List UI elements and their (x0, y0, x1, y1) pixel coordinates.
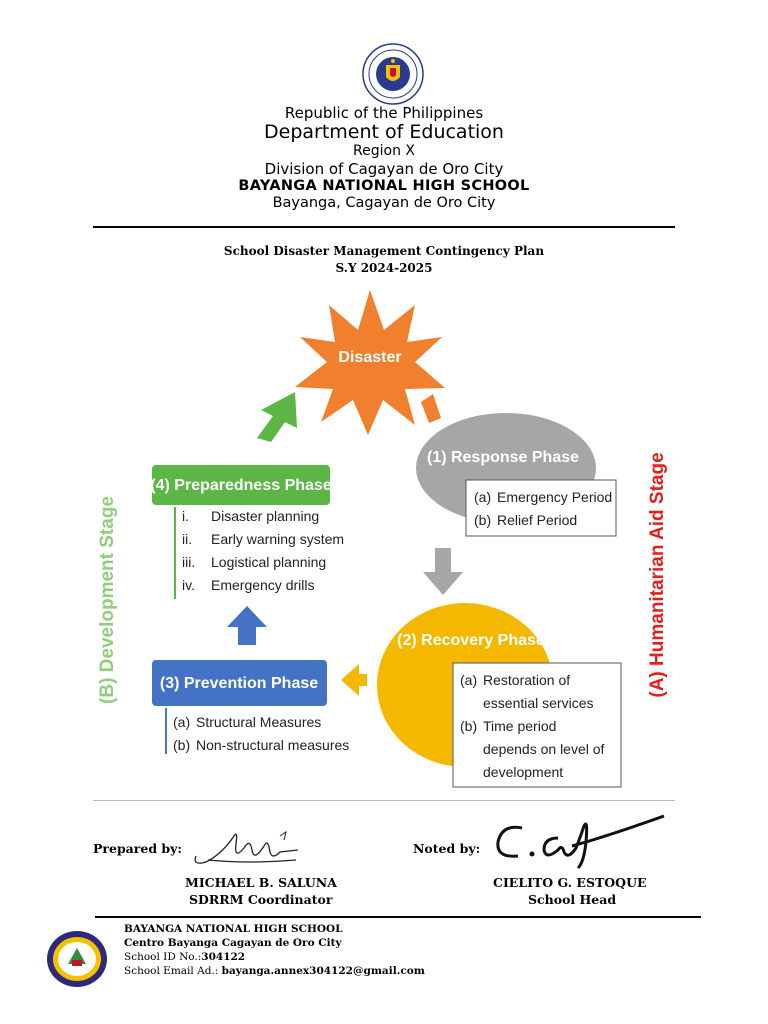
svg-text:i. Disaster planning i (182, 508, 348, 593)
noted-by-label: Noted by: (413, 841, 481, 856)
recovery-item-b-marker: (b) (460, 718, 478, 734)
svg-text:(a) Structural Measures (173, 714, 349, 753)
response-phase-title: (1) Response Phase (426, 449, 580, 466)
response-item-b-text: Relief Period (497, 512, 578, 528)
prevention-phase-title: (3) Prevention Phase (159, 675, 319, 692)
prevention-item-a-text: Structural Measures (196, 714, 322, 730)
response-item-a-text: Emergency Period (497, 489, 613, 505)
header-divider (93, 226, 675, 228)
footer-school-address: Centro Bayanga Cagayan de Oro City (124, 937, 342, 949)
footer-divider (95, 916, 701, 918)
noted-by-role: School Head (528, 892, 617, 907)
noted-by-signature (488, 812, 668, 872)
response-item-a-marker: (a) (474, 489, 492, 505)
recovery-item-b-line-3: development (483, 764, 564, 780)
recovery-item-a-marker: (a) (460, 672, 478, 688)
preparedness-phase-title: (4) Preparedness Phase (150, 477, 332, 494)
preparedness-item-4-marker: iv. (182, 577, 195, 593)
recovery-to-prevention-arrow (341, 664, 367, 696)
recovery-phase-title: (2) Recovery Phase (397, 632, 545, 649)
preparedness-item-1-text: Disaster planning (211, 508, 320, 524)
preparedness-item-3-marker: iii. (182, 554, 196, 570)
deped-seal-logo (362, 43, 424, 105)
school-year: S.Y 2024-2025 (335, 261, 433, 275)
republic-line: Republic of the Philippines (284, 104, 484, 122)
footer-school-name: BAYANGA NATIONAL HIGH SCHOOL (124, 923, 343, 935)
prepared-by-signature (188, 826, 303, 871)
region-line: Region X (353, 143, 415, 159)
response-item-b-marker: (b) (474, 512, 492, 528)
preparedness-phase-accent (174, 507, 176, 599)
noted-by-name: CIELITO G. ESTOQUE (493, 875, 647, 890)
school-address: Bayanga, Cagayan de Oro City (272, 195, 496, 211)
school-id-value: 304122 (201, 951, 246, 963)
disaster-management-cycle-diagram (85, 290, 695, 800)
prepared-by-name: MICHAEL B. SALUNA (185, 875, 337, 890)
school-name: BAYANGA NATIONAL HIGH SCHOOL (238, 178, 530, 194)
school-email-value: bayanga.annex304122@gmail.com (221, 965, 425, 977)
humanitarian-aid-stage-label: (A) Humanitarian Aid Stage (647, 452, 668, 698)
recovery-item-a-line-1: Restoration of (483, 672, 571, 688)
preparedness-item-2-marker: ii. (182, 531, 193, 547)
recovery-item-b-line-1: Time period (483, 718, 557, 734)
recovery-item-a-line-2: essential services (483, 695, 594, 711)
footer-school-email (124, 965, 425, 977)
prevention-to-preparedness-arrow (227, 606, 267, 645)
response-to-recovery-arrow (423, 548, 463, 595)
document-title: School Disaster Management Contingency Plan (223, 244, 545, 258)
footer-school-id (124, 951, 245, 963)
prevention-phase-accent (165, 708, 167, 754)
department-name: Department of Education (264, 121, 504, 143)
school-id-label: School ID No.: (124, 951, 202, 963)
prepared-by-role: SDRRM Coordinator (189, 892, 333, 907)
school-logo (46, 930, 108, 988)
division-line: Division of Cagayan de Oro City (264, 160, 504, 178)
preparedness-item-4-text: Emergency drills (211, 577, 315, 593)
disaster-to-response-arrow (421, 394, 441, 423)
disaster-label: Disaster (338, 349, 402, 366)
prevention-item-b-text: Non-structural measures (196, 737, 350, 753)
preparedness-item-1-marker: i. (182, 508, 189, 524)
recovery-item-b-line-2: depends on level of (483, 741, 605, 757)
preparedness-item-3-text: Logistical planning (211, 554, 327, 570)
school-email-label: School Email Ad.: (124, 965, 222, 977)
prepared-by-label: Prepared by: (93, 841, 183, 856)
preparedness-item-2-text: Early warning system (211, 531, 345, 547)
prevention-item-b-marker: (b) (173, 737, 191, 753)
preparedness-to-disaster-arrow (257, 392, 297, 442)
signature-divider (93, 800, 675, 801)
prevention-item-a-marker: (a) (173, 714, 191, 730)
development-stage-label: (B) Development Stage (97, 496, 118, 704)
